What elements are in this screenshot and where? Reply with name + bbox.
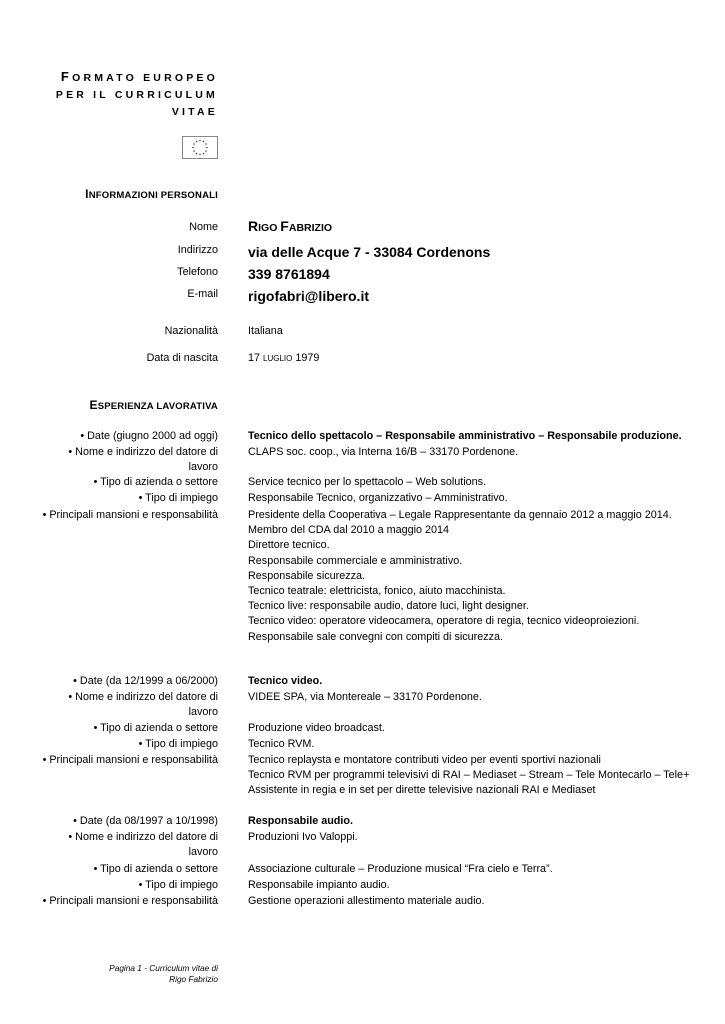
job-2-title: Tecnico video. <box>248 675 323 687</box>
duty-item: Membro del CDA dal 2010 a maggio 2014 <box>248 524 450 537</box>
job-1-employer: CLAPS soc. coop., via Interna 16/B – 33170 Pordenone. <box>248 446 519 458</box>
job-2-role-label: • Tipo di impiego <box>138 738 218 750</box>
job-3-date: • Date (da 08/1997 a 10/1998) <box>73 815 218 827</box>
label-address: Indirizzo <box>177 244 218 256</box>
duty-item: Tecnico replaysta e montatore contributi video per eventi sportivi nazionali <box>248 754 601 766</box>
duty-item: Direttore tecnico. <box>248 539 330 552</box>
value-birth-date: 17 LUGLIO 1979 <box>248 352 320 364</box>
job-2-employer-label: • Nome e indirizzo del datore di lavoro <box>68 691 218 718</box>
value-phone: 339 8761894 <box>248 266 330 282</box>
duty-item: Tecnico RVM per programmi televisivi di RAI – Mediaset – Stream – Tele Montecarlo – Tele+ <box>248 769 690 782</box>
label-name: Nome <box>189 221 218 233</box>
job-1-role-label: • Tipo di impiego <box>138 492 218 504</box>
job-2-duties-list <box>248 753 718 799</box>
job-3-title: Responsabile audio. <box>248 815 353 827</box>
page-footer: Pagina 1 - Curriculum vitae di Rigo Fabrizio <box>109 963 218 984</box>
job-3-duties-label: • Principali mansioni e responsabilità <box>42 895 218 907</box>
job-3-employer-label: • Nome e indirizzo del datore di lavoro <box>68 831 218 858</box>
job-2-duties-label: • Principali mansioni e responsabilità <box>42 754 218 766</box>
value-nationality: Italiana <box>248 325 283 337</box>
job-1-sector-label: • Tipo di azienda o settore <box>93 476 218 488</box>
job-1-duties-label: • Principali mansioni e responsabilità <box>42 509 218 521</box>
job-3-employer: Produzioni Ivo Valoppi. <box>248 831 358 843</box>
job-1-date: • Date (giugno 2000 ad oggi) <box>80 430 218 442</box>
job-2-role: Tecnico RVM. <box>248 738 315 750</box>
section-title-experience: ESPERIENZA LAVORATIVA <box>89 398 218 412</box>
duty-item: Presidente della Cooperativa – Legale Rappresentante da gennaio 2012 a maggio 2014. <box>248 509 672 521</box>
value-name: RIGO FABRIZIO <box>248 218 333 234</box>
job-1-employer-label: • Nome e indirizzo del datore di lavoro <box>68 446 218 473</box>
job-1-duties-list <box>248 508 718 645</box>
duty-item: Responsabile sicurezza. <box>248 569 366 582</box>
document-header <box>56 68 218 121</box>
job-2-date: • Date (da 12/1999 a 06/2000) <box>73 675 218 687</box>
duty-item: Tecnico teatrale: elettricista, fonico, aiuto macchinista. <box>248 585 506 598</box>
job-2-employer: VIDEE SPA, via Montereale – 33170 Pordenone. <box>248 691 482 703</box>
value-address: via delle Acque 7 - 33084 Cordenons <box>248 244 491 260</box>
job-1-title: Tecnico dello spettacolo – Responsabile amministrativo – Responsabile produzione. <box>248 430 682 442</box>
job-2-sector-label: • Tipo di azienda o settore <box>93 722 218 734</box>
job-3-sector: Associazione culturale – Produzione musical “Fra cielo e Terra”. <box>248 863 553 875</box>
job-2-sector: Produzione video broadcast. <box>248 722 385 734</box>
duty-item: Gestione operazioni allestimento materiale audio. <box>248 895 485 907</box>
duty-item: Tecnico video: operatore videocamera, operatore di regia, tecnico videoproiezioni. <box>248 615 640 628</box>
label-phone: Telefono <box>177 266 218 278</box>
job-3-duties-list <box>248 894 718 909</box>
label-nationality: Nazionalità <box>164 325 218 337</box>
job-3-role-label: • Tipo di impiego <box>138 879 218 891</box>
duty-item: Assistente in regia e in set per dirette televisive nazionali RAI e Mediaset <box>248 784 596 797</box>
label-email: E-mail <box>187 288 218 300</box>
duty-item: Responsabile sale convegni con compiti di sicurezza. <box>248 630 504 643</box>
duty-item: Tecnico live: responsabile audio, datore luci, light designer. <box>248 600 529 613</box>
header-line-3: VITAE <box>171 106 218 118</box>
label-birth-date: Data di nascita <box>146 352 218 364</box>
header-line-1: FORMATO EUROPEO <box>60 69 218 84</box>
job-1-role: Responsabile Tecnico, organizzativo – Amministrativo. <box>248 492 508 504</box>
value-email: rigofabri@libero.it <box>248 288 369 304</box>
job-3-sector-label: • Tipo di azienda o settore <box>93 863 218 875</box>
job-1-sector: Service tecnico per lo spettacolo – Web solutions. <box>248 476 487 488</box>
section-title-personal: INFORMAZIONI PERSONALI <box>85 187 218 201</box>
job-3-role: Responsabile impianto audio. <box>248 879 390 891</box>
duty-item: Responsabile commerciale e amministrativo. <box>248 554 463 567</box>
header-line-2: PER IL CURRICULUM <box>55 89 218 101</box>
eu-flag-icon <box>182 136 218 159</box>
